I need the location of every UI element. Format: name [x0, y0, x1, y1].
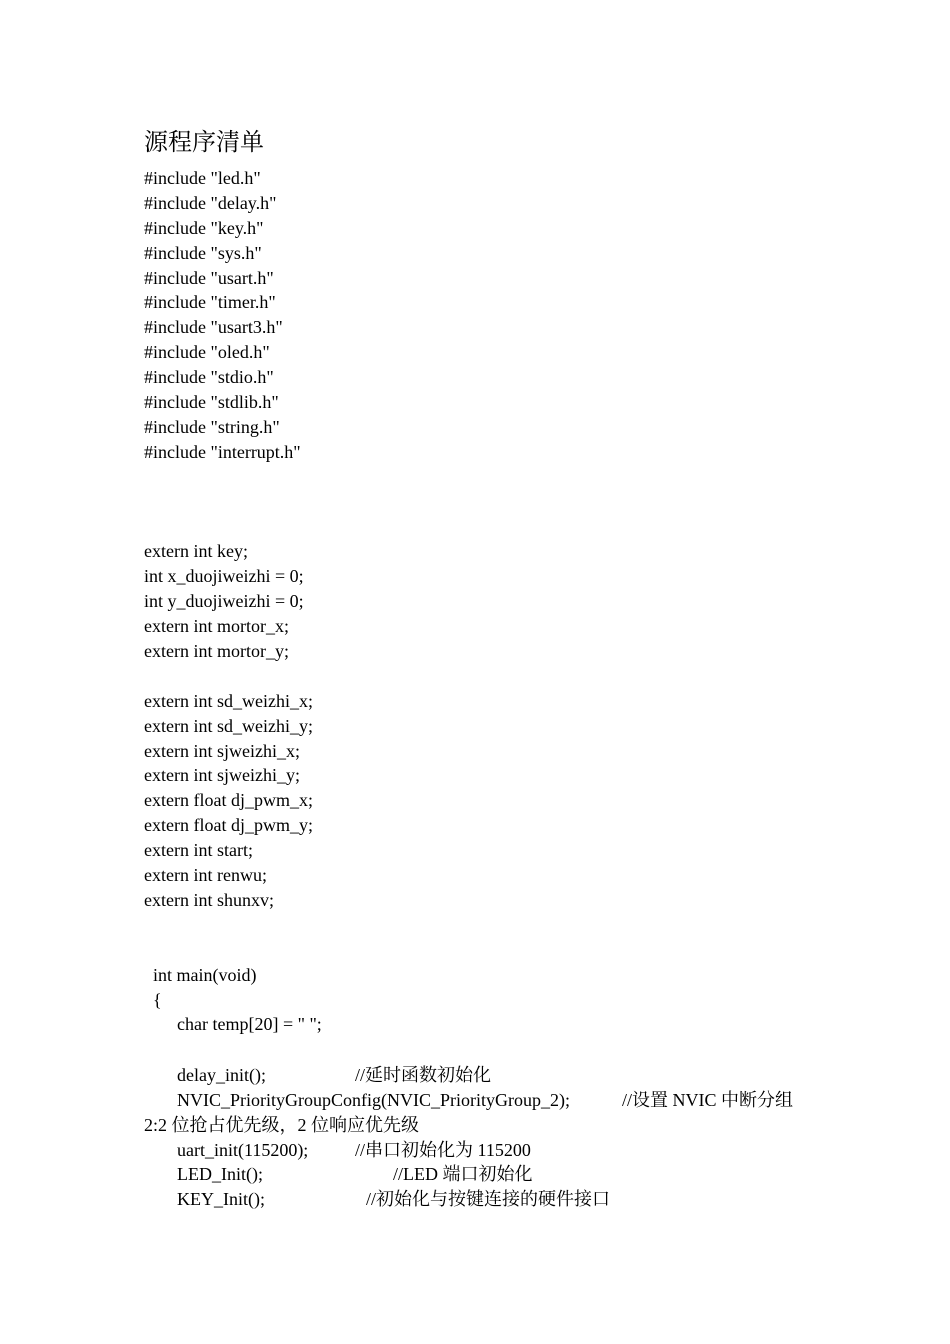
include-line: #include "interrupt.h" [144, 442, 301, 462]
include-line: #include "sys.h" [144, 243, 262, 263]
include-line: #include "string.h" [144, 417, 280, 437]
include-line: #include "delay.h" [144, 193, 277, 213]
declaration-line: extern float dj_pwm_x; [144, 790, 313, 810]
temp-declaration: char temp[20] = " "; [177, 1014, 322, 1034]
declaration-line: extern int sjweizhi_y; [144, 765, 300, 785]
main-open-brace: { [153, 990, 162, 1010]
include-line: #include "usart3.h" [144, 317, 283, 337]
include-line: #include "oled.h" [144, 342, 270, 362]
key-init-comment: //初始化与按键连接的硬件接口 [366, 1189, 611, 1209]
declaration-line: extern int sjweizhi_x; [144, 741, 300, 761]
nvic-config-comment: //设置 NVIC 中断分组 [622, 1090, 793, 1110]
delay-init-comment: //延时函数初始化 [355, 1065, 492, 1085]
delay-init-call: delay_init(); [177, 1065, 266, 1085]
declaration-line: int x_duojiweizhi = 0; [144, 566, 304, 586]
declaration-line: extern int sd_weizhi_x; [144, 691, 313, 711]
declaration-line: extern int sd_weizhi_y; [144, 716, 313, 736]
include-line: #include "led.h" [144, 168, 261, 188]
uart-init-comment: //串口初始化为 115200 [355, 1140, 531, 1160]
nvic-config-call: NVIC_PriorityGroupConfig(NVIC_PriorityGroup_2); [177, 1090, 570, 1110]
main-signature: int main(void) [153, 965, 257, 985]
include-line: #include "stdlib.h" [144, 392, 279, 412]
declaration-line: extern int shunxv; [144, 890, 274, 910]
include-line: #include "timer.h" [144, 292, 276, 312]
led-init-call: LED_Init(); [177, 1164, 263, 1184]
include-line: #include "usart.h" [144, 268, 274, 288]
declaration-line: extern int mortor_x; [144, 616, 289, 636]
declaration-line: extern int mortor_y; [144, 641, 289, 661]
key-init-call: KEY_Init(); [177, 1189, 265, 1209]
led-init-comment: //LED 端口初始化 [393, 1164, 533, 1184]
include-line: #include "key.h" [144, 218, 264, 238]
page-title: 源程序清单 [144, 128, 264, 156]
declaration-line: extern int renwu; [144, 865, 267, 885]
declaration-line: extern int key; [144, 541, 248, 561]
declaration-line: extern float dj_pwm_y; [144, 815, 313, 835]
uart-init-call: uart_init(115200); [177, 1140, 309, 1160]
declaration-line: extern int start; [144, 840, 253, 860]
declaration-line: int y_duojiweizhi = 0; [144, 591, 304, 611]
include-line: #include "stdio.h" [144, 367, 274, 387]
nvic-config-comment-cont: 2:2 位抢占优先级，2 位响应优先级 [144, 1115, 419, 1135]
